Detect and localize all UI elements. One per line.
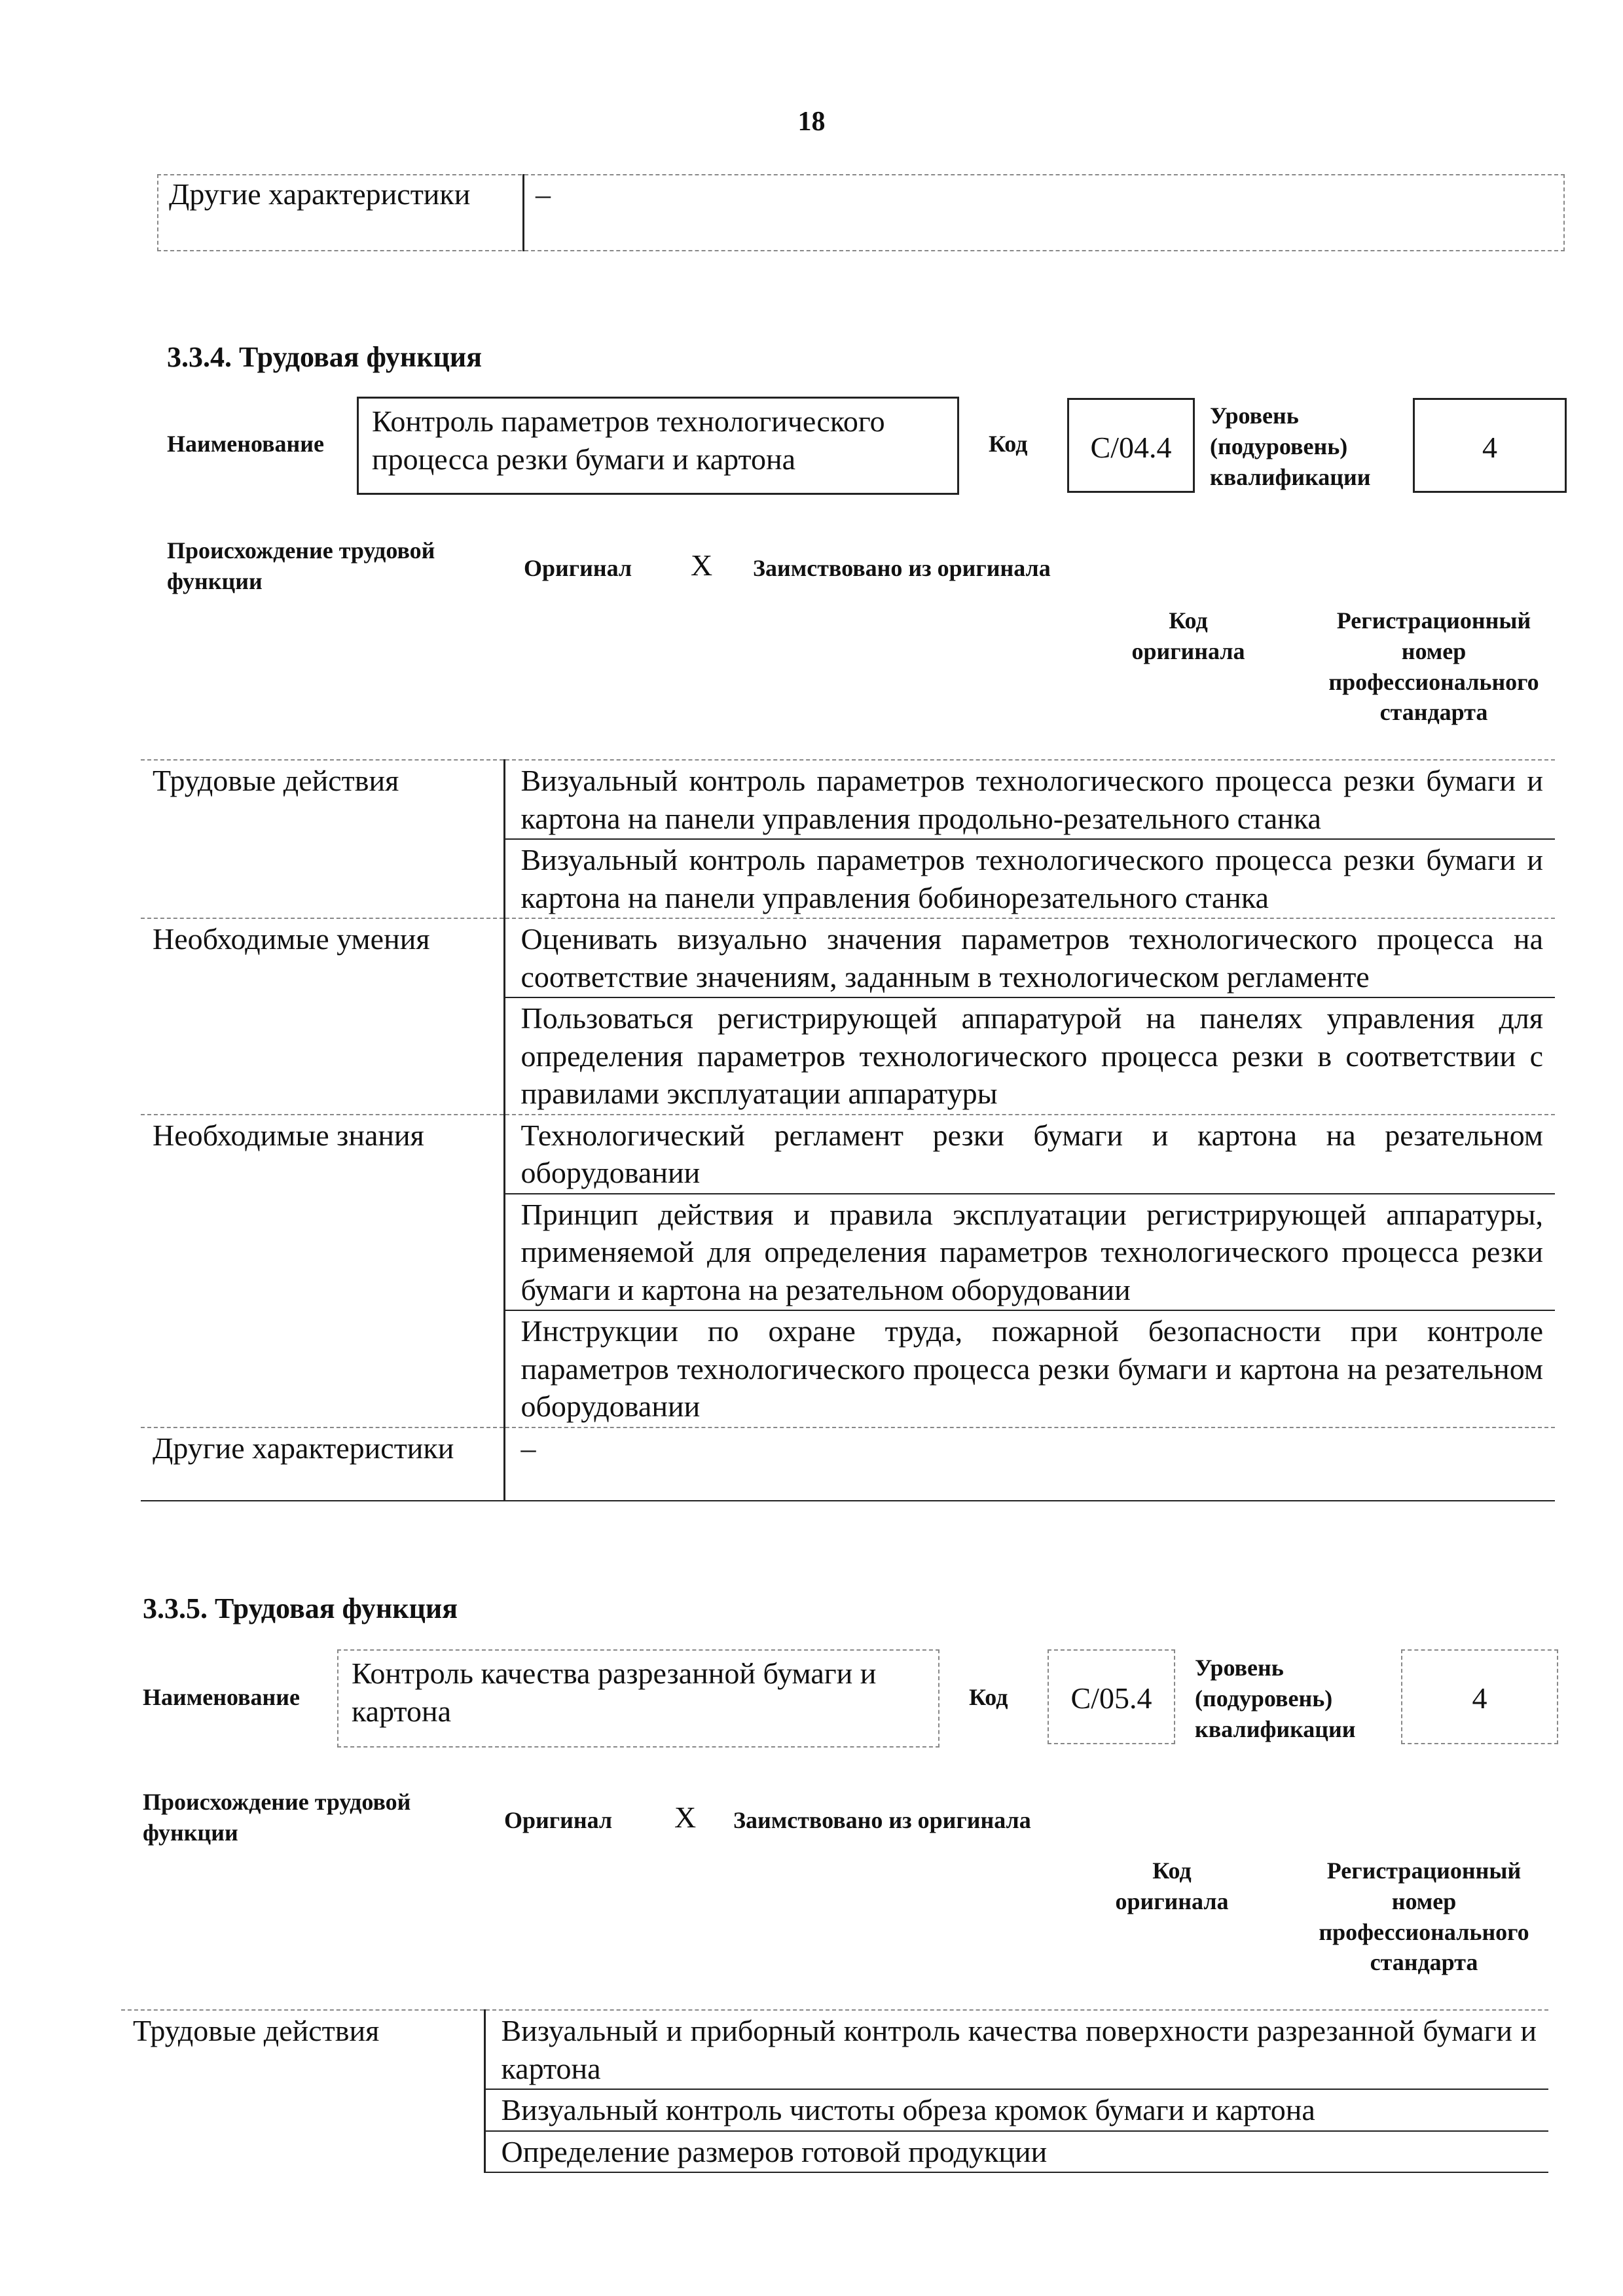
table-row: [141, 918, 1555, 997]
qualification-level-label: Уровень (подуровень) квалификации: [1210, 403, 1371, 490]
labor-function-table: [141, 759, 1555, 1501]
table-cell: –: [504, 1427, 1555, 1501]
table-row: [141, 1115, 1555, 1194]
table-cell: Технологический регламент резки бумаги и картона на резательном оборудовании: [504, 1115, 1555, 1194]
row-label: Необходимые умения: [141, 918, 504, 1115]
function-name-box: Контроль качества разрезанной бумаги и картона: [337, 1649, 939, 1748]
code-original-label: Код оригинала: [1131, 607, 1245, 664]
origin-label: Происхождение трудовой функции: [143, 1789, 411, 1846]
row-label: Другие характеристики: [141, 1427, 504, 1501]
borrowed-label: Заимствовано из оригинала: [753, 555, 1051, 581]
table-cell: Инструкции по охране труда, пожарной безопасности при контроле параметров технологического процесса резки бумаги и картона на резательном оборудовании: [504, 1310, 1555, 1427]
row-label: Необходимые знания: [141, 1115, 504, 1427]
origin-mark: Х: [691, 548, 713, 582]
other-characteristics-divider: [522, 174, 524, 251]
qualification-level-box: 4: [1413, 398, 1567, 493]
qualification-level-box: 4: [1401, 1649, 1558, 1744]
table-cell: Оценивать визуально значения параметров технологического процесса на соответствие значениям, заданным в технологическом регламенте: [504, 918, 1555, 997]
code-label: Код: [969, 1684, 1008, 1710]
row-label: Трудовые действия: [121, 2010, 484, 2172]
page-number: 18: [797, 107, 826, 137]
qualification-level-label: Уровень (подуровень) квалификации: [1195, 1655, 1356, 1742]
other-characteristics-value: –: [536, 177, 551, 211]
code-box: C/04.4: [1067, 398, 1195, 493]
row-label: Трудовые действия: [141, 760, 504, 918]
table-row: [141, 760, 1555, 839]
section-title: 3.3.4. Трудовая функция: [167, 341, 483, 373]
table-cell: Визуальный и приборный контроль качества поверхности разрезанной бумаги и картона: [484, 2010, 1548, 2089]
original-label: Оригинал: [524, 555, 632, 581]
table-row: [141, 1427, 1555, 1501]
other-characteristics-label: Другие характеристики: [169, 177, 471, 211]
table-cell: Принцип действия и правила эксплуатации регистрирующей аппаратуры, применяемой для определения параметров технологического процесса резки бумаги и картона на резательном оборудовании: [504, 1194, 1555, 1311]
table-cell: Визуальный контроль чистоты обреза кромок бумаги и картона: [484, 2089, 1548, 2131]
borrowed-label: Заимствовано из оригинала: [733, 1807, 1031, 1833]
table-cell: Визуальный контроль параметров технологического процесса резки бумаги и картона на панели управления продольно-резательного станка: [504, 760, 1555, 839]
reg-number-label: Регистрационный номер профессионального стандарта: [1319, 1857, 1529, 1976]
table-cell: Пользоваться регистрирующей аппаратурой на панелях управления для определения параметров технологического процесса резки в соответствии с правилами эксплуатации аппаратуры: [504, 997, 1555, 1115]
origin-label: Происхождение трудовой функции: [167, 537, 435, 594]
table-row: [121, 2010, 1548, 2089]
original-label: Оригинал: [504, 1807, 613, 1833]
code-original-label: Код оригинала: [1115, 1857, 1229, 1914]
section-title: 3.3.5. Трудовая функция: [143, 1592, 458, 1624]
origin-mark: Х: [674, 1801, 697, 1834]
table-cell: Определение размеров готовой продукции: [484, 2131, 1548, 2173]
name-label: Наименование: [167, 431, 324, 457]
code-label: Код: [989, 431, 1028, 457]
name-label: Наименование: [143, 1684, 300, 1710]
code-box: C/05.4: [1048, 1649, 1175, 1744]
function-name-box: Контроль параметров технологического процесса резки бумаги и картона: [357, 397, 959, 495]
reg-number-label: Регистрационный номер профессионального стандарта: [1328, 607, 1539, 726]
table-cell: Визуальный контроль параметров технологического процесса резки бумаги и картона на панели управления бобинорезательного станка: [504, 839, 1555, 918]
labor-function-table: [121, 2009, 1548, 2173]
